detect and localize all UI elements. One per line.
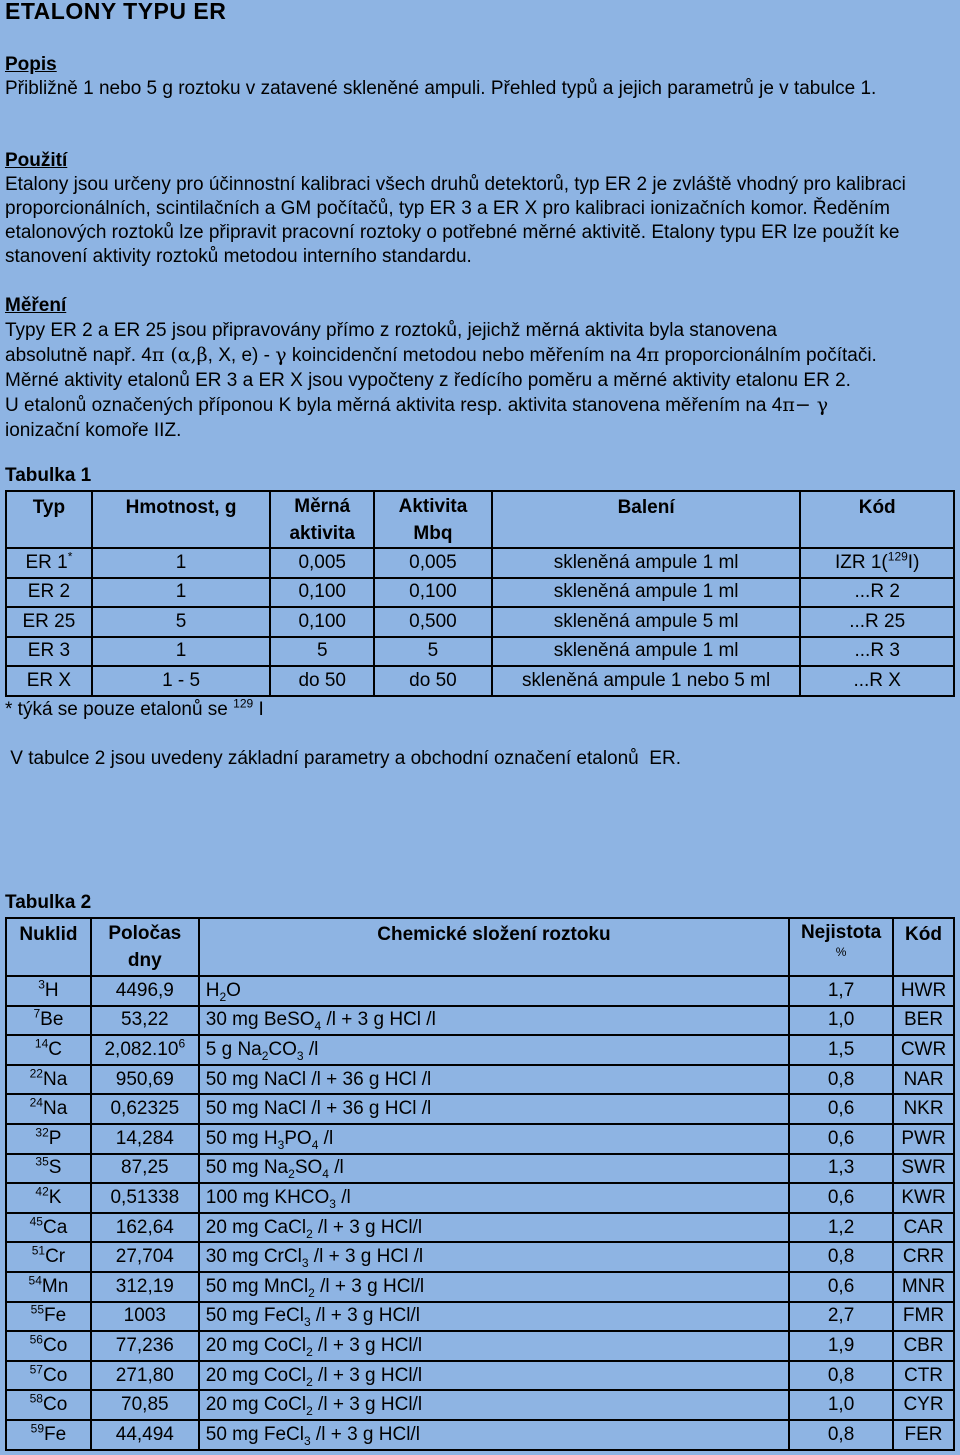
- table2-cell-kod: MNR: [893, 1272, 954, 1302]
- table2-row: [6, 1065, 954, 1095]
- popis-text: Přibližně 1 nebo 5 g roztoku v zatavené skleněné ampuli. Přehled typů a jejich parametrů je v tabulce 1.: [5, 78, 877, 99]
- table2-cell-nuklid: $^{51}$Cr: [6, 1242, 91, 1272]
- table2-cell-slozeni: 50 mg FeCl$_3$ /l + 3 g HCl/l: [199, 1302, 789, 1332]
- table1-cell-aktivita: do 50: [374, 666, 492, 696]
- table2-cell-slozeni: 30 mg CrCl$_3$ /l + 3 g HCl /l: [199, 1242, 789, 1272]
- table2-cell-nuklid: $^{35}$S: [6, 1154, 91, 1184]
- table2-row: [6, 1006, 954, 1036]
- table2-cell-polocas: 87,25: [91, 1154, 199, 1184]
- table2-cell-polocas: 0,62325: [91, 1094, 199, 1124]
- table2-cell-nejistota: 1,0: [789, 1390, 893, 1420]
- table2-cell-slozeni: 20 mg CoCl$_2$ /l + 3 g HCl/l: [199, 1331, 789, 1361]
- table2-cell-kod: BER: [893, 1006, 954, 1036]
- table2-cell-nejistota: 1,0: [789, 1006, 893, 1036]
- page-title: ETALONY TYPU ER: [5, 0, 227, 24]
- section-mereni: [5, 293, 950, 443]
- table1-row: [6, 666, 954, 696]
- table2-caption: Tabulka 2: [5, 892, 92, 913]
- table2-cell-nuklid: $^{32}$P: [6, 1124, 91, 1154]
- table2-cell-kod: SWR: [893, 1154, 954, 1184]
- table2-cell-slozeni: $H_2O$: [199, 976, 789, 1006]
- table2-cell-kod: CRR: [893, 1242, 954, 1272]
- table2-cell-nuklid: $^7$Be: [6, 1006, 91, 1036]
- table2-row: [6, 1361, 954, 1391]
- table2-cell-nejistota: 0,6: [789, 1124, 893, 1154]
- table2-cell-polocas: 1003: [91, 1302, 199, 1332]
- table1-cell-hmotnost: 1: [92, 578, 271, 608]
- table2-row: [6, 976, 954, 1006]
- table2-cell-kod: NAR: [893, 1065, 954, 1095]
- table2-cell-nuklid: $^{24}$Na: [6, 1094, 91, 1124]
- table2-cell-polocas: 70,85: [91, 1390, 199, 1420]
- table2-cell-slozeni: 20 mg CaCl$_2$ /l + 3 g HCl/l: [199, 1213, 789, 1243]
- table2-header-kod: Kód: [893, 918, 954, 976]
- table1-cell-merna: 0,100: [270, 607, 374, 637]
- table2-cell-slozeni: 50 mg $H_3PO_4$ /l: [199, 1124, 789, 1154]
- table2-cell-nejistota: 0,8: [789, 1242, 893, 1272]
- table2-cell-nejistota: 0,6: [789, 1094, 893, 1124]
- table2-cell-slozeni: 100 mg $KHCO_3$ /l: [199, 1183, 789, 1213]
- table2-header-row: [6, 918, 954, 976]
- table2-cell-kod: PWR: [893, 1124, 954, 1154]
- table2-cell-nejistota: 1,2: [789, 1213, 893, 1243]
- table-1: [5, 490, 955, 697]
- table1-header-typ: Typ: [6, 491, 92, 548]
- table1-cell-aktivita: 0,005: [374, 548, 492, 578]
- table2-cell-slozeni: 50 mg NaCl /l + 36 g HCl /l: [199, 1065, 789, 1095]
- table1-cell-kod: ...R 2: [800, 578, 954, 608]
- table2-cell-polocas: 4496,9: [91, 976, 199, 1006]
- table2-cell-kod: CAR: [893, 1213, 954, 1243]
- table1-cell-typ: ER 25: [6, 607, 92, 637]
- table2-cell-polocas: 162,64: [91, 1213, 199, 1243]
- table1-cell-aktivita: 0,500: [374, 607, 492, 637]
- table1-cell-aktivita: 0,100: [374, 578, 492, 608]
- table2-cell-nuklid: $^{45}$Ca: [6, 1213, 91, 1243]
- table2-header-nejistota: Nejistota %: [789, 918, 893, 976]
- table2-cell-nuklid: $^{22}$Na: [6, 1065, 91, 1095]
- table2-cell-polocas: 2,082.10$^6$: [91, 1035, 199, 1065]
- table2-cell-kod: HWR: [893, 976, 954, 1006]
- table2-cell-nuklid: $^{58}$Co: [6, 1390, 91, 1420]
- table2-cell-slozeni: 5 g $Na_2CO_3$ /l: [199, 1035, 789, 1065]
- table2-row: [6, 1272, 954, 1302]
- table2-cell-polocas: 271,80: [91, 1361, 199, 1391]
- table2-cell-polocas: 77,236: [91, 1331, 199, 1361]
- mereni-line-2: absolutně např. 4π (α,β, X, e) - γ koincidenční metodou nebo měřením na 4π proporcionálním počítači.: [5, 344, 877, 366]
- table2-row: [6, 1420, 954, 1450]
- table2-cell-nejistota: 1,9: [789, 1331, 893, 1361]
- table2-row: [6, 1094, 954, 1124]
- table2-cell-nuklid: $^{56}$Co: [6, 1331, 91, 1361]
- mereni-heading: Měření: [5, 295, 67, 316]
- table1-row: [6, 637, 954, 667]
- mereni-line-4: U etalonů označených příponou K byla měrná aktivita resp. aktivita stanovena měřením na 4π− γ: [5, 394, 829, 416]
- table1-cell-baleni: skleněná ampule 1 ml: [492, 637, 801, 667]
- section-pouziti: [5, 149, 950, 269]
- table2-row: [6, 1213, 954, 1243]
- table1-cell-merna: 5: [270, 637, 374, 667]
- table1-cell-typ: ER 1*: [6, 548, 92, 578]
- table2-cell-polocas: 950,69: [91, 1065, 199, 1095]
- table2-cell-nuklid: $^{54}$Mn: [6, 1272, 91, 1302]
- table2-row: [6, 1124, 954, 1154]
- table1-cell-hmotnost: 1: [92, 548, 271, 578]
- table1-header-aktivita: Aktivita Mbq: [374, 491, 492, 548]
- table2-cell-nuklid: $^{57}$Co: [6, 1361, 91, 1391]
- table2-cell-nuklid: $^{42}$K: [6, 1183, 91, 1213]
- table2-cell-slozeni: 50 mg $Na_2SO_4$ /l: [199, 1154, 789, 1184]
- table2-row: [6, 1183, 954, 1213]
- table2-row: [6, 1390, 954, 1420]
- table1-header-row: [6, 491, 954, 548]
- table2-cell-nuklid: $^{14}$C: [6, 1035, 91, 1065]
- pouziti-heading: Použití: [5, 150, 68, 171]
- table2-cell-nejistota: 1,7: [789, 976, 893, 1006]
- table2-header-slozeni: Chemické složení roztoku: [199, 918, 789, 976]
- table1-caption: Tabulka 1: [5, 465, 92, 486]
- table2-cell-polocas: 44,494: [91, 1420, 199, 1450]
- table1-cell-baleni: skleněná ampule 5 ml: [492, 607, 801, 637]
- table1-cell-kod: IZR 1($^{129}$I): [800, 548, 954, 578]
- table2-cell-kod: CBR: [893, 1331, 954, 1361]
- table1-cell-baleni: skleněná ampule 1 nebo 5 ml: [492, 666, 801, 696]
- table1-cell-typ: ER 2: [6, 578, 92, 608]
- mereni-line-5: ionizační komoře IIZ.: [5, 420, 182, 441]
- table2-row: [6, 1331, 954, 1361]
- table2-cell-kod: CTR: [893, 1361, 954, 1391]
- table2-cell-slozeni: 50 mg MnCl$_2$ /l + 3 g HCl/l: [199, 1272, 789, 1302]
- table2-cell-slozeni: 50 mg NaCl /l + 36 g HCl /l: [199, 1094, 789, 1124]
- table2-row: [6, 1242, 954, 1272]
- table2-cell-slozeni: 30 mg BeSO$_4$ /l + 3 g HCl /l: [199, 1006, 789, 1036]
- table1-cell-hmotnost: 1: [92, 637, 271, 667]
- table2-cell-nuklid: $^{59}$Fe: [6, 1420, 91, 1450]
- table1-row: [6, 548, 954, 578]
- table2-row: [6, 1302, 954, 1332]
- table2-header-polocas: Poločas dny: [91, 918, 199, 976]
- table1-header-merna: Měrná aktivita: [270, 491, 374, 548]
- mereni-line-1: Typy ER 2 a ER 25 jsou připravovány přímo z roztoků, jejichž měrná aktivita byla stanovena: [5, 320, 777, 341]
- table1-cell-kod: ...R 25: [800, 607, 954, 637]
- table1-cell-hmotnost: 5: [92, 607, 271, 637]
- table1-cell-kod: ...R 3: [800, 637, 954, 667]
- table2-cell-kod: FER: [893, 1420, 954, 1450]
- table2-row: [6, 1154, 954, 1184]
- table2-cell-nejistota: 2,7: [789, 1302, 893, 1332]
- table2-cell-polocas: 14,284: [91, 1124, 199, 1154]
- table1-cell-kod: ...R X: [800, 666, 954, 696]
- table2-cell-kod: NKR: [893, 1094, 954, 1124]
- table2-cell-nejistota: 0,8: [789, 1361, 893, 1391]
- table2-cell-nejistota: 0,8: [789, 1420, 893, 1450]
- table2-cell-polocas: 312,19: [91, 1272, 199, 1302]
- table1-header-kod: Kód: [800, 491, 954, 548]
- table2-cell-slozeni: 50 mg FeCl$_3$ /l + 3 g HCl/l: [199, 1420, 789, 1450]
- table2-cell-nejistota: 1,5: [789, 1035, 893, 1065]
- table2-cell-nejistota: 0,8: [789, 1065, 893, 1095]
- table2-header-nuklid: Nuklid: [6, 918, 91, 976]
- table2-cell-kod: CWR: [893, 1035, 954, 1065]
- table2-cell-slozeni: 20 mg CoCl$_2$ /l + 3 g HCl/l: [199, 1361, 789, 1391]
- table1-row: [6, 607, 954, 637]
- table1-footnote: * týká se pouze etalonů se $^{129}$ I: [5, 696, 264, 720]
- table2-cell-nuklid: $^3$H: [6, 976, 91, 1006]
- table1-cell-aktivita: 5: [374, 637, 492, 667]
- table1-cell-typ: ER 3: [6, 637, 92, 667]
- table1-cell-merna: 0,005: [270, 548, 374, 578]
- table2-row: [6, 1035, 954, 1065]
- table2-cell-kod: FMR: [893, 1302, 954, 1332]
- table1-cell-merna: 0,100: [270, 578, 374, 608]
- table1-cell-baleni: skleněná ampule 1 ml: [492, 548, 801, 578]
- table2-cell-polocas: 0,51338: [91, 1183, 199, 1213]
- table1-header-hmotnost: Hmotnost, g: [92, 491, 271, 548]
- table2-cell-kod: KWR: [893, 1183, 954, 1213]
- popis-heading: Popis: [5, 54, 57, 75]
- table2-cell-nuklid: $^{55}$Fe: [6, 1302, 91, 1332]
- table1-cell-hmotnost: 1 - 5: [92, 666, 271, 696]
- table1-header-baleni: Balení: [492, 491, 801, 548]
- table2-cell-nejistota: 0,6: [789, 1183, 893, 1213]
- pouziti-text: Etalony jsou určeny pro účinnostní kalibraci všech druhů detektorů, typ ER 2 je zvláště vhodný pro kalibraci proporcionálních, scintilačních a GM počítačů, typ ER 3 a ER X pro kalibraci ionizačních komor. Ředěním etalonových roztoků lze připravit pracovní roztoky o potřebné měrné aktivitě. Etalony typu ER lze použít ke stanovení aktivity roztoků metodou interního standardu.: [5, 174, 906, 267]
- table2-cell-kod: CYR: [893, 1390, 954, 1420]
- table-2: [5, 917, 955, 1451]
- table1-row: [6, 578, 954, 608]
- table1-cell-baleni: skleněná ampule 1 ml: [492, 578, 801, 608]
- table2-cell-polocas: 27,704: [91, 1242, 199, 1272]
- table1-cell-typ: ER X: [6, 666, 92, 696]
- section-popis: [5, 53, 950, 101]
- table2-cell-polocas: 53,22: [91, 1006, 199, 1036]
- table2-cell-nejistota: 1,3: [789, 1154, 893, 1184]
- table2-cell-slozeni: 20 mg CoCl$_2$ /l + 3 g HCl/l: [199, 1390, 789, 1420]
- table1-cell-merna: do 50: [270, 666, 374, 696]
- table2-intro: V tabulce 2 jsou uvedeny základní parametry a obchodní označení etalonů ER.: [5, 748, 681, 769]
- mereni-line-3: Měrné aktivity etalonů ER 3 a ER X jsou vypočteny z ředícího poměru a měrné aktivity etalonu ER 2.: [5, 370, 851, 391]
- table2-cell-nejistota: 0,6: [789, 1272, 893, 1302]
